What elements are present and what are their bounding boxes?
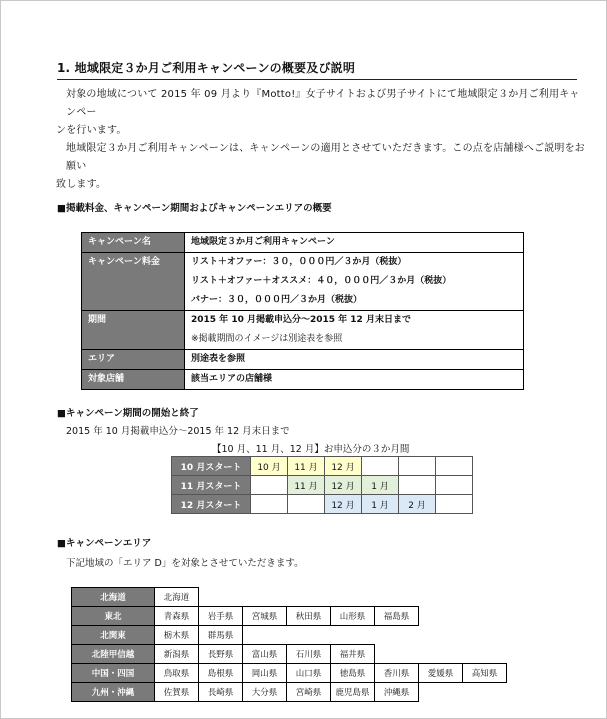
area-text: 下記地域の「エリア D」を対象とさせていただきます。 bbox=[66, 558, 304, 569]
empty-cell bbox=[331, 626, 375, 645]
prefecture-cell: 山形県 bbox=[331, 607, 375, 626]
prefecture-cell: 高知県 bbox=[463, 664, 507, 683]
campaign-name-value: 地域限定３か月ご利用キャンペーン bbox=[185, 233, 524, 253]
schedule-table bbox=[171, 456, 473, 514]
prefecture-cell: 福島県 bbox=[375, 607, 419, 626]
prefecture-cell: 新潟県 bbox=[155, 645, 199, 664]
schedule-caption: 【10 月、11 月、12 月】お申込分の３か月間 bbox=[212, 444, 410, 455]
area-table bbox=[71, 587, 507, 702]
schedule-cell bbox=[399, 476, 436, 495]
row-label: キャンペーン料金 bbox=[82, 253, 185, 311]
area-row bbox=[72, 626, 507, 645]
empty-cell bbox=[419, 626, 463, 645]
row-label: キャンペーン名 bbox=[82, 233, 185, 253]
schedule-cell bbox=[436, 495, 473, 514]
empty-cell bbox=[463, 588, 507, 607]
schedule-cell bbox=[436, 476, 473, 495]
area-region-label: 北陸甲信越 bbox=[72, 645, 155, 664]
schedule-cell: 10 月 bbox=[251, 457, 288, 476]
schedule-cell: 1 月 bbox=[362, 476, 399, 495]
prefecture-cell: 宮崎県 bbox=[287, 683, 331, 702]
row-label: 対象店舗 bbox=[82, 370, 185, 390]
schedule-cell: 2 月 bbox=[399, 495, 436, 514]
prefecture-cell: 栃木県 bbox=[155, 626, 199, 645]
schedule-row-label: 12 月スタート bbox=[172, 495, 251, 514]
target-store-value: 該当エリアの店舗様 bbox=[185, 370, 524, 390]
empty-cell bbox=[287, 588, 331, 607]
area-region-label: 北関東 bbox=[72, 626, 155, 645]
area-row bbox=[72, 588, 507, 607]
empty-cell bbox=[419, 683, 463, 702]
schedule-row-label: 11 月スタート bbox=[172, 476, 251, 495]
schedule-cell bbox=[362, 457, 399, 476]
apply-line-1: 地域限定３か月ご利用キャンペーンは、キャンペーンの適用とさせていただきます。この点を店舗様へご説明をお願い bbox=[66, 143, 585, 172]
prefecture-cell: 長崎県 bbox=[199, 683, 243, 702]
empty-cell bbox=[419, 607, 463, 626]
prefecture-cell: 長野県 bbox=[199, 645, 243, 664]
prefecture-cell: 徳島県 bbox=[331, 664, 375, 683]
empty-cell bbox=[419, 645, 463, 664]
prefecture-cell: 島根県 bbox=[199, 664, 243, 683]
empty-cell bbox=[243, 626, 287, 645]
schedule-cell bbox=[399, 457, 436, 476]
schedule-row-label: 10 月スタート bbox=[172, 457, 251, 476]
empty-cell bbox=[375, 588, 419, 607]
apply-paragraph bbox=[56, 140, 586, 194]
overview-row-period bbox=[82, 311, 524, 350]
row-label: エリア bbox=[82, 350, 185, 370]
empty-cell bbox=[463, 683, 507, 702]
schedule-cell: 12 月 bbox=[325, 457, 362, 476]
schedule-cell: 11 月 bbox=[288, 476, 325, 495]
schedule-cell bbox=[251, 495, 288, 514]
empty-cell bbox=[331, 588, 375, 607]
prefecture-cell: 愛媛県 bbox=[419, 664, 463, 683]
prefecture-cell: 山口県 bbox=[287, 664, 331, 683]
area-row bbox=[72, 645, 507, 664]
section-heading-overview: ■掲載料金、キャンペーン期間およびキャンペーンエリアの概要 bbox=[57, 203, 332, 214]
empty-cell bbox=[463, 626, 507, 645]
prefecture-cell: 佐賀県 bbox=[155, 683, 199, 702]
prefecture-cell: 群馬県 bbox=[199, 626, 243, 645]
price-line: バナー：３０，０００円／３か月（税抜） bbox=[191, 295, 363, 305]
document-title: 1. 地域限定３か月ご利用キャンペーンの概要及び説明 bbox=[57, 59, 577, 80]
area-region-label: 東北 bbox=[72, 607, 155, 626]
overview-row-store bbox=[82, 370, 524, 390]
prefecture-cell: 北海道 bbox=[155, 588, 199, 607]
prefecture-cell: 岩手県 bbox=[199, 607, 243, 626]
empty-cell bbox=[419, 588, 463, 607]
period-text: 2015 年 10 月掲載申込分～2015 年 12 月末日まで bbox=[66, 426, 290, 437]
overview-row-area bbox=[82, 350, 524, 370]
section-heading-area: ■キャンペーンエリア bbox=[57, 538, 152, 549]
schedule-cell: 11 月 bbox=[288, 457, 325, 476]
schedule-cell bbox=[288, 495, 325, 514]
prefecture-cell: 青森県 bbox=[155, 607, 199, 626]
prefecture-cell: 岡山県 bbox=[243, 664, 287, 683]
empty-cell bbox=[199, 588, 243, 607]
period-note: ※掲載期間のイメージは別途表を参照 bbox=[191, 334, 343, 344]
campaign-overview-table bbox=[81, 232, 524, 390]
schedule-cell bbox=[251, 476, 288, 495]
prefecture-cell: 石川県 bbox=[287, 645, 331, 664]
empty-cell bbox=[243, 588, 287, 607]
empty-cell bbox=[375, 626, 419, 645]
section-heading-period: ■キャンペーン期間の開始と終了 bbox=[57, 408, 199, 419]
empty-cell bbox=[375, 645, 419, 664]
intro-paragraph bbox=[56, 86, 586, 140]
area-region-label: 中国・四国 bbox=[72, 664, 155, 683]
prefecture-cell: 大分県 bbox=[243, 683, 287, 702]
schedule-cell: 1 月 bbox=[362, 495, 399, 514]
schedule-cell: 12 月 bbox=[325, 495, 362, 514]
area-region-label: 北海道 bbox=[72, 588, 155, 607]
area-row bbox=[72, 664, 507, 683]
prefecture-cell: 秋田県 bbox=[287, 607, 331, 626]
empty-cell bbox=[463, 607, 507, 626]
area-region-label: 九州・沖縄 bbox=[72, 683, 155, 702]
schedule-row bbox=[172, 495, 473, 514]
prefecture-cell: 香川県 bbox=[375, 664, 419, 683]
prefecture-cell: 沖縄県 bbox=[375, 683, 419, 702]
prefecture-cell: 宮城県 bbox=[243, 607, 287, 626]
price-line: リスト＋オファー＋オススメ：４０，０００円／３か月（税抜） bbox=[191, 276, 452, 286]
intro-line-1: 対象の地域について 2015 年 09 月より『Motto!』女子サイトおよび男子サイトにて地域限定３か月ご利用キャンペー bbox=[66, 89, 580, 118]
prefecture-cell: 鳥取県 bbox=[155, 664, 199, 683]
schedule-row bbox=[172, 457, 473, 476]
price-line: リスト＋オファー：３０，０００円／３か月（税抜） bbox=[191, 257, 407, 267]
apply-line-2: 致します。 bbox=[56, 179, 107, 190]
overview-row-price bbox=[82, 253, 524, 311]
overview-row-name bbox=[82, 233, 524, 253]
schedule-cell: 12 月 bbox=[325, 476, 362, 495]
empty-cell bbox=[463, 645, 507, 664]
prefecture-cell: 鹿児島県 bbox=[331, 683, 375, 702]
campaign-price-value bbox=[185, 253, 524, 311]
campaign-period-value: 2015 年 10 月掲載申込分～2015 年 12 月末日まで ※掲載期間のイメージは別途表を参照 bbox=[185, 311, 524, 350]
empty-cell bbox=[287, 626, 331, 645]
area-row bbox=[72, 683, 507, 702]
campaign-area-value: 別途表を参照 bbox=[185, 350, 524, 370]
prefecture-cell: 富山県 bbox=[243, 645, 287, 664]
prefecture-cell: 福井県 bbox=[331, 645, 375, 664]
schedule-cell bbox=[436, 457, 473, 476]
schedule-row bbox=[172, 476, 473, 495]
intro-line-2: ンを行います。 bbox=[56, 125, 127, 136]
area-row bbox=[72, 607, 507, 626]
row-label: 期間 bbox=[82, 311, 185, 350]
